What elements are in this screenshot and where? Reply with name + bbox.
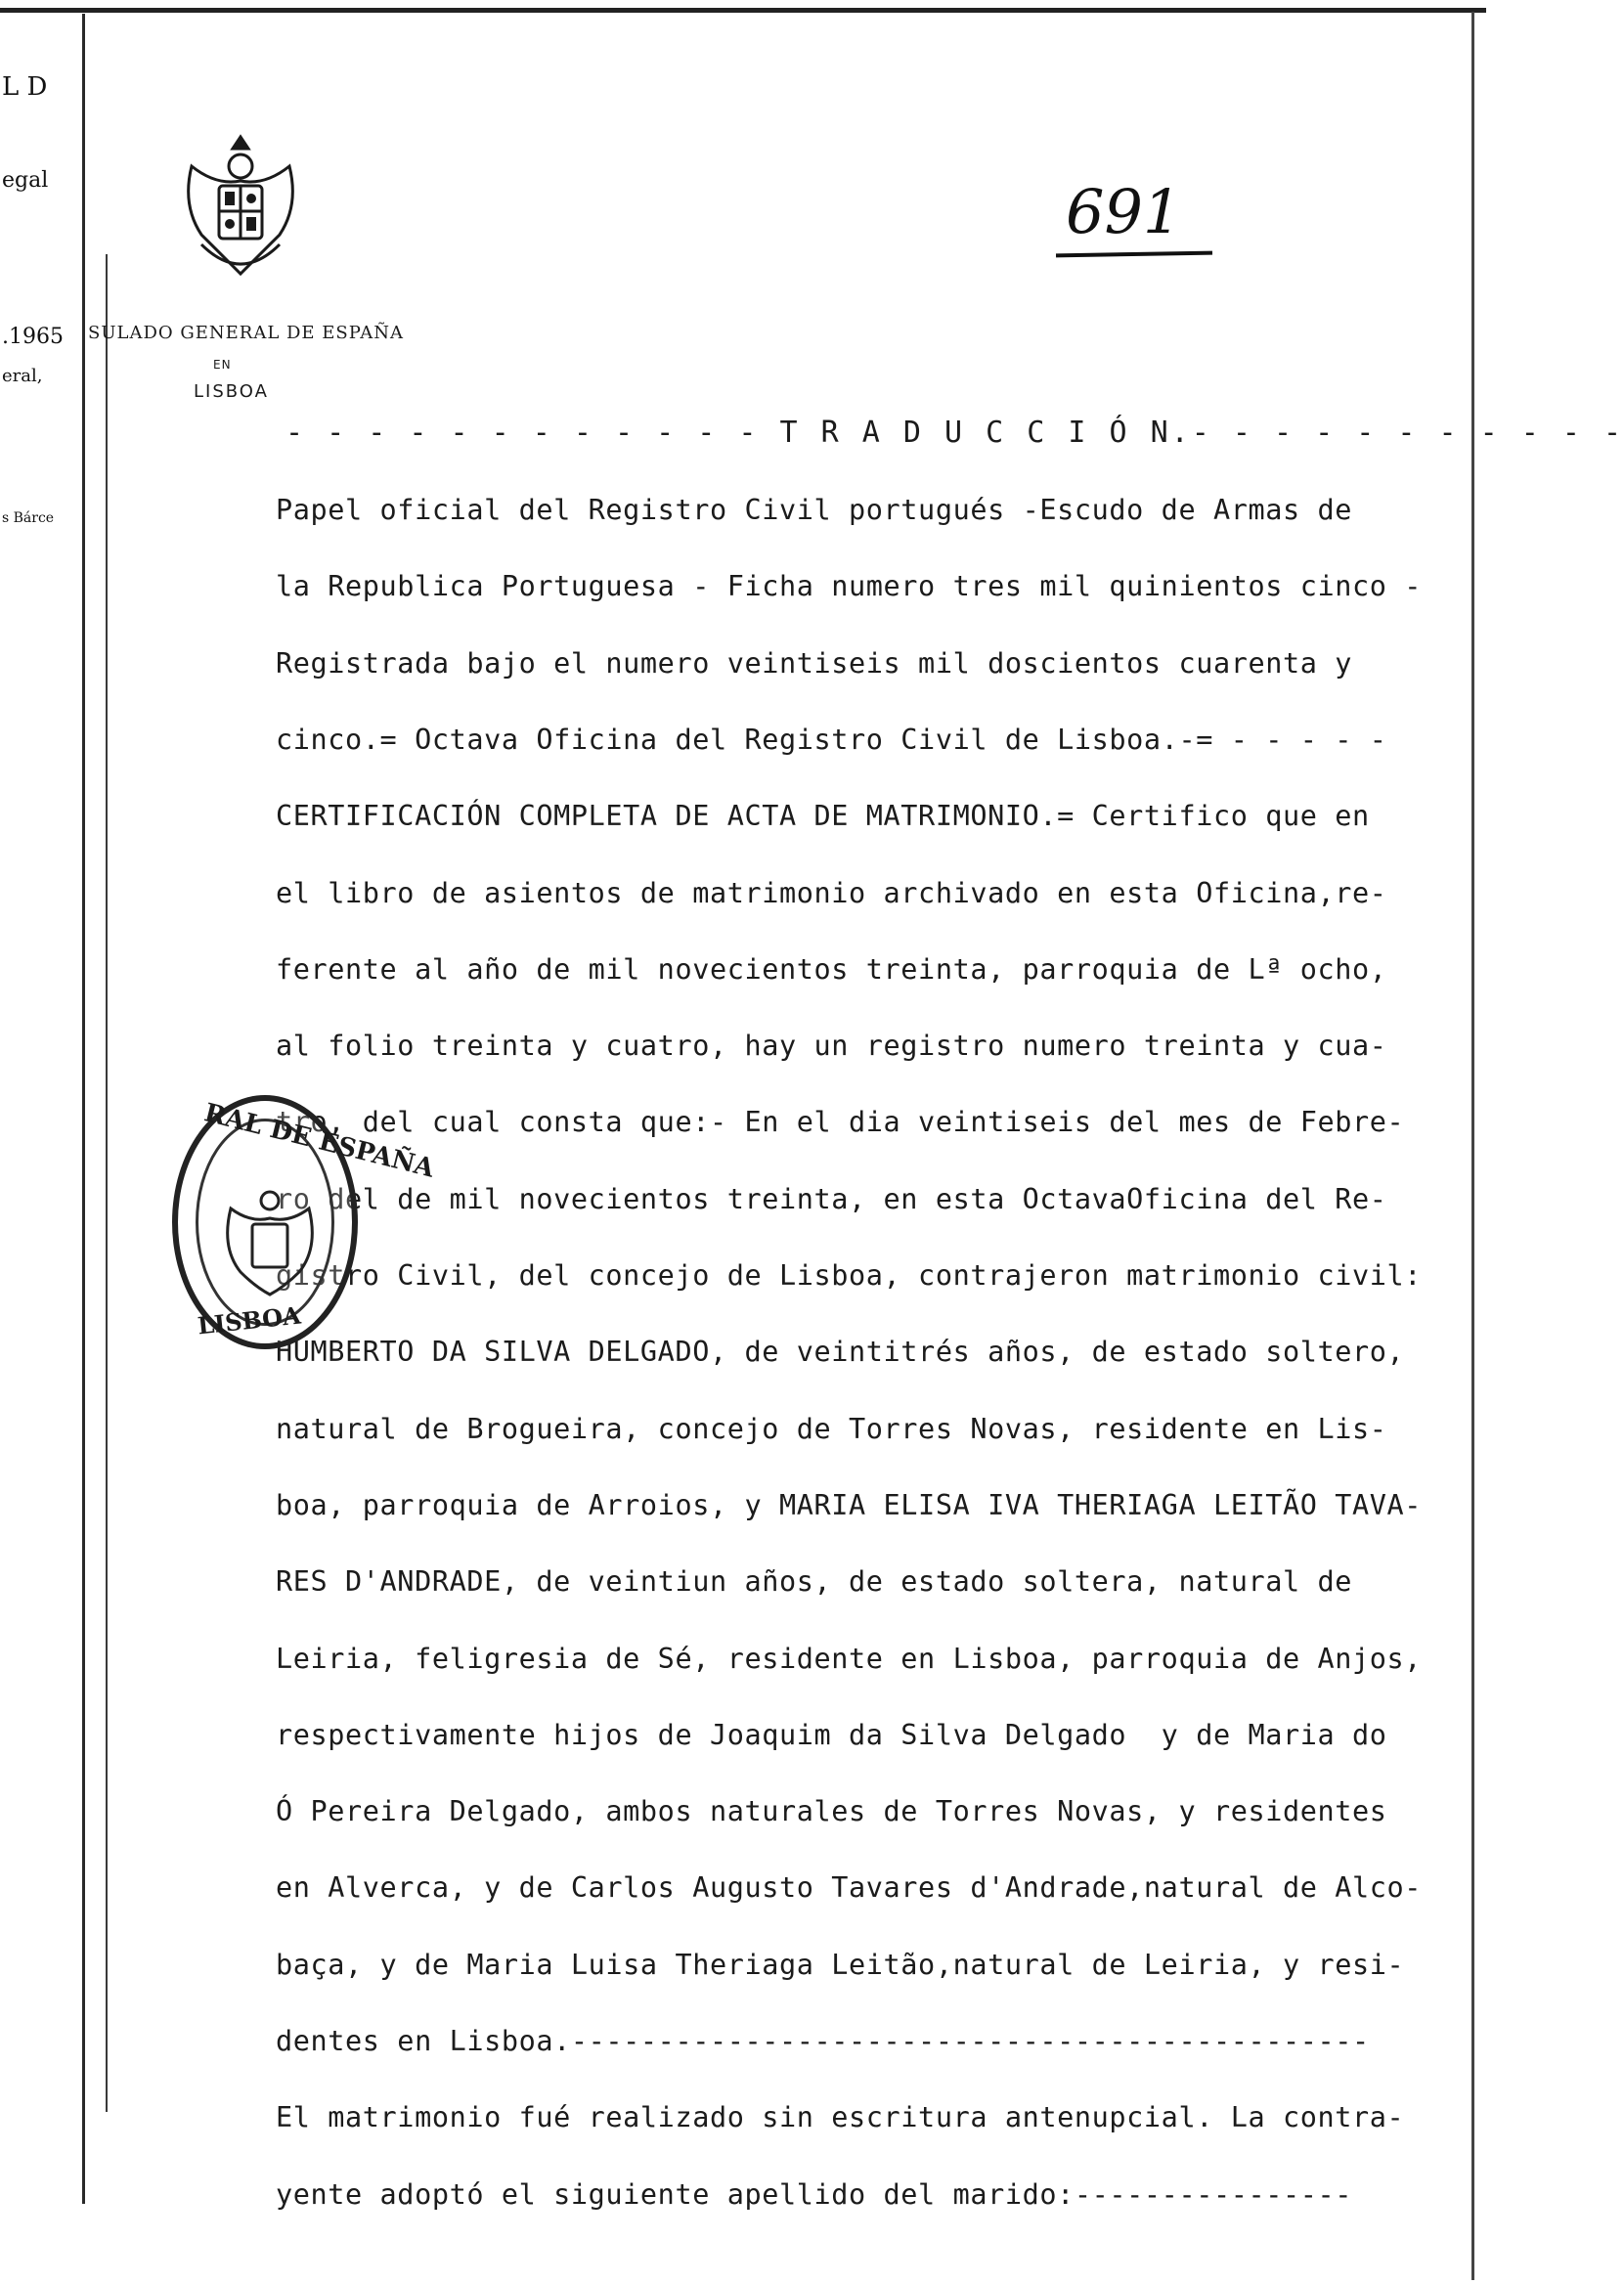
document-heading: - - - - - - - - - - - - T R A D U C C I Ó N.- - - - - - - - - - - [285, 416, 1624, 450]
page-top-border [0, 8, 1486, 13]
text-line: Registrada bajo el numero veintiseis mil doscientos cuarenta y [276, 646, 1353, 680]
text-line: yente adoptó el siguiente apellido del marido:---------------- [276, 2177, 1353, 2211]
text-line: cinco.= Octava Oficina del Registro Civil de Lisboa.-= - - - - - [276, 723, 1387, 756]
margin-rule [82, 14, 85, 2204]
letterhead-city: LISBOA [194, 381, 269, 402]
margin-fragment: s Bárce [2, 510, 55, 526]
consular-stamp-icon [172, 1095, 437, 1349]
text-line: Leiria, feligresia de Sé, residente en Lisboa, parroquia de Anjos, [276, 1642, 1423, 1675]
folio-number: 691 [1066, 176, 1182, 247]
text-line: El matrimonio fué realizado sin escritura antenupcial. La contra- [276, 2101, 1405, 2134]
text-line: en Alverca, y de Carlos Augusto Tavares d'Andrade,natural de Alco- [276, 1871, 1423, 1905]
text-line: RES D'ANDRADE, de veintiun años, de estado soltera, natural de [276, 1565, 1353, 1599]
margin-fragment: .1965 [2, 325, 64, 349]
text-line: Ó Pereira Delgado, ambos naturales de Torres Novas, y residentes [276, 1795, 1387, 1828]
text-line: el libro de asientos de matrimonio archivado en esta Oficina,re- [276, 876, 1387, 909]
margin-rule-inner [106, 254, 108, 2112]
margin-fragment: L D [2, 72, 48, 102]
page-right-border [1471, 12, 1474, 2280]
coat-of-arms-icon [172, 127, 309, 284]
text-line: baça, y de Maria Luisa Theriaga Leitão,natural de Leiria, y resi- [276, 1948, 1405, 1981]
text-line: dentes en Lisboa.---------------------------------------------- [276, 2025, 1370, 2057]
margin-fragment: eral, [2, 366, 43, 386]
text-line: respectivamente hijos de Joaquim da Silva Delgado y de Maria do [276, 1718, 1387, 1751]
text-line: CERTIFICACIÓN COMPLETA DE ACTA DE MATRIMONIO.= Certifico que en [276, 800, 1370, 833]
text-line: HUMBERTO DA SILVA DELGADO, de veintitrés años, de estado soltero, [276, 1336, 1405, 1369]
margin-fragment: egal [2, 168, 49, 193]
stamp-eagle-icon [221, 1179, 319, 1296]
letterhead-en: EN [213, 358, 232, 372]
text-line: natural de Brogueira, concejo de Torres Novas, residente en Lis- [276, 1412, 1387, 1445]
text-line: tro, del cual consta que:- En el dia veintiseis del mes de Febre- [276, 1106, 1405, 1139]
stamp-bottom-text: LISBOA [196, 1300, 302, 1340]
text-line: al folio treinta y cuatro, hay un registro numero treinta y cua- [276, 1030, 1387, 1063]
text-line: ro del de mil novecientos treinta, en esta OctavaOficina del Re- [276, 1182, 1387, 1215]
text-line: gistro Civil, del concejo de Lisboa, contrajeron matrimonio civil: [276, 1259, 1423, 1292]
folio-underline [1056, 251, 1212, 258]
underlying-page-edge [0, 14, 84, 2284]
text-line: ferente al año de mil novecientos treinta, parroquia de Lª ocho, [276, 952, 1387, 986]
text-line: Papel oficial del Registro Civil portugués -Escudo de Armas de [276, 494, 1353, 526]
text-line: boa, parroquia de Arroios, y MARIA ELISA IVA THERIAGA LEITÃO TAVA- [276, 1488, 1423, 1521]
stamp-top-text: RAL DE ESPAÑA [200, 1098, 437, 1184]
letterhead-consulate: SULADO GENERAL DE ESPAÑA [88, 323, 404, 343]
text-line: la Republica Portuguesa - Ficha numero tres mil quinientos cinco - [276, 570, 1423, 603]
